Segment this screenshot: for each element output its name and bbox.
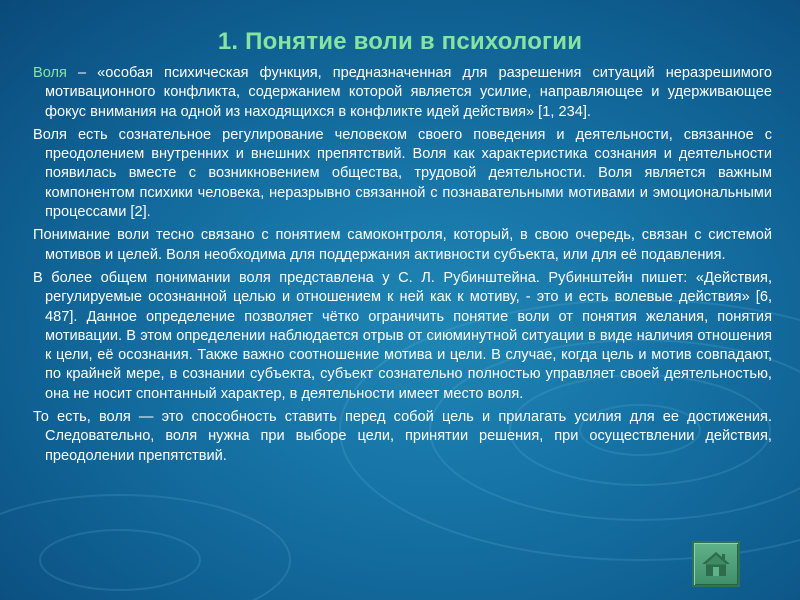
term-highlight: Воля xyxy=(33,65,67,81)
paragraph-text: – «особая психическая функция, предназначенная для разрешения ситуаций неразрешимого мотивационного конфликта, содержанием которой является усилие, направляющее и удерживающее фокус внимания на одной из находящихся в конфликте идей действия» [1, 234]. xyxy=(45,65,772,120)
paragraph-rubinstein xyxy=(30,269,772,404)
paragraph-text: Понимание воли тесно связано с понятием самоконтроля, который, в свою очередь, связан с системой мотивов и целей. Воля необходима для поддержания активности субъекта, или для её подавления. xyxy=(33,227,772,263)
paragraph-text: То есть, воля — это способность ставить перед собой цель и прилагать усилия для ее достижения. Следовательно, воля нужна при выборе цели, принятии решения, при осуществлении действия, преодолении препятствий. xyxy=(33,409,772,464)
paragraph-text: Воля есть сознательное регулирование человеком своего поведения и деятельности, связанное с преодолением внутренних и внешних препятствий. Воля как характеристика сознания и деятельности появилась вместе с возникновением общества, трудовой деятельности. Воля является важным компонентом психики человека, неразрывно связанной с познавательными мотивами и эмоциональными процессами [2]. xyxy=(33,126,772,221)
house-icon xyxy=(700,549,732,579)
paragraph-conscious-regulation xyxy=(30,126,772,222)
paragraph-conclusion xyxy=(30,408,772,466)
home-button[interactable] xyxy=(692,541,740,587)
paragraph-definition xyxy=(30,64,772,122)
paragraph-text: В более общем понимании воля представлена у С. Л. Рубинштейна. Рубинштейн пишет: «Действия, регулируемые осознанной целью и отношением к ней как к мотиву, - это и есть волевые действия» [6, 487]. Данное определение позволяет чётко ограничить понятие воли от понятия желания, понятия мотивации. В этом определении наблюдается отрыв от сиюминутной ситуации в виде наличия отношения к цели, её осознания. Также важно соотношение мотива и цели. В случае, когда цель и мотив совпадают, по крайней мере, в сознании субъекта, субъект сознательно полностью управляет своей деятельностью, она не носит спонтанный характер, в деятельности имеет место воля. xyxy=(33,269,772,402)
paragraph-self-control xyxy=(30,226,772,265)
slide-title: 1. Понятие воли в психологии xyxy=(217,28,583,55)
slide-body xyxy=(30,64,772,470)
